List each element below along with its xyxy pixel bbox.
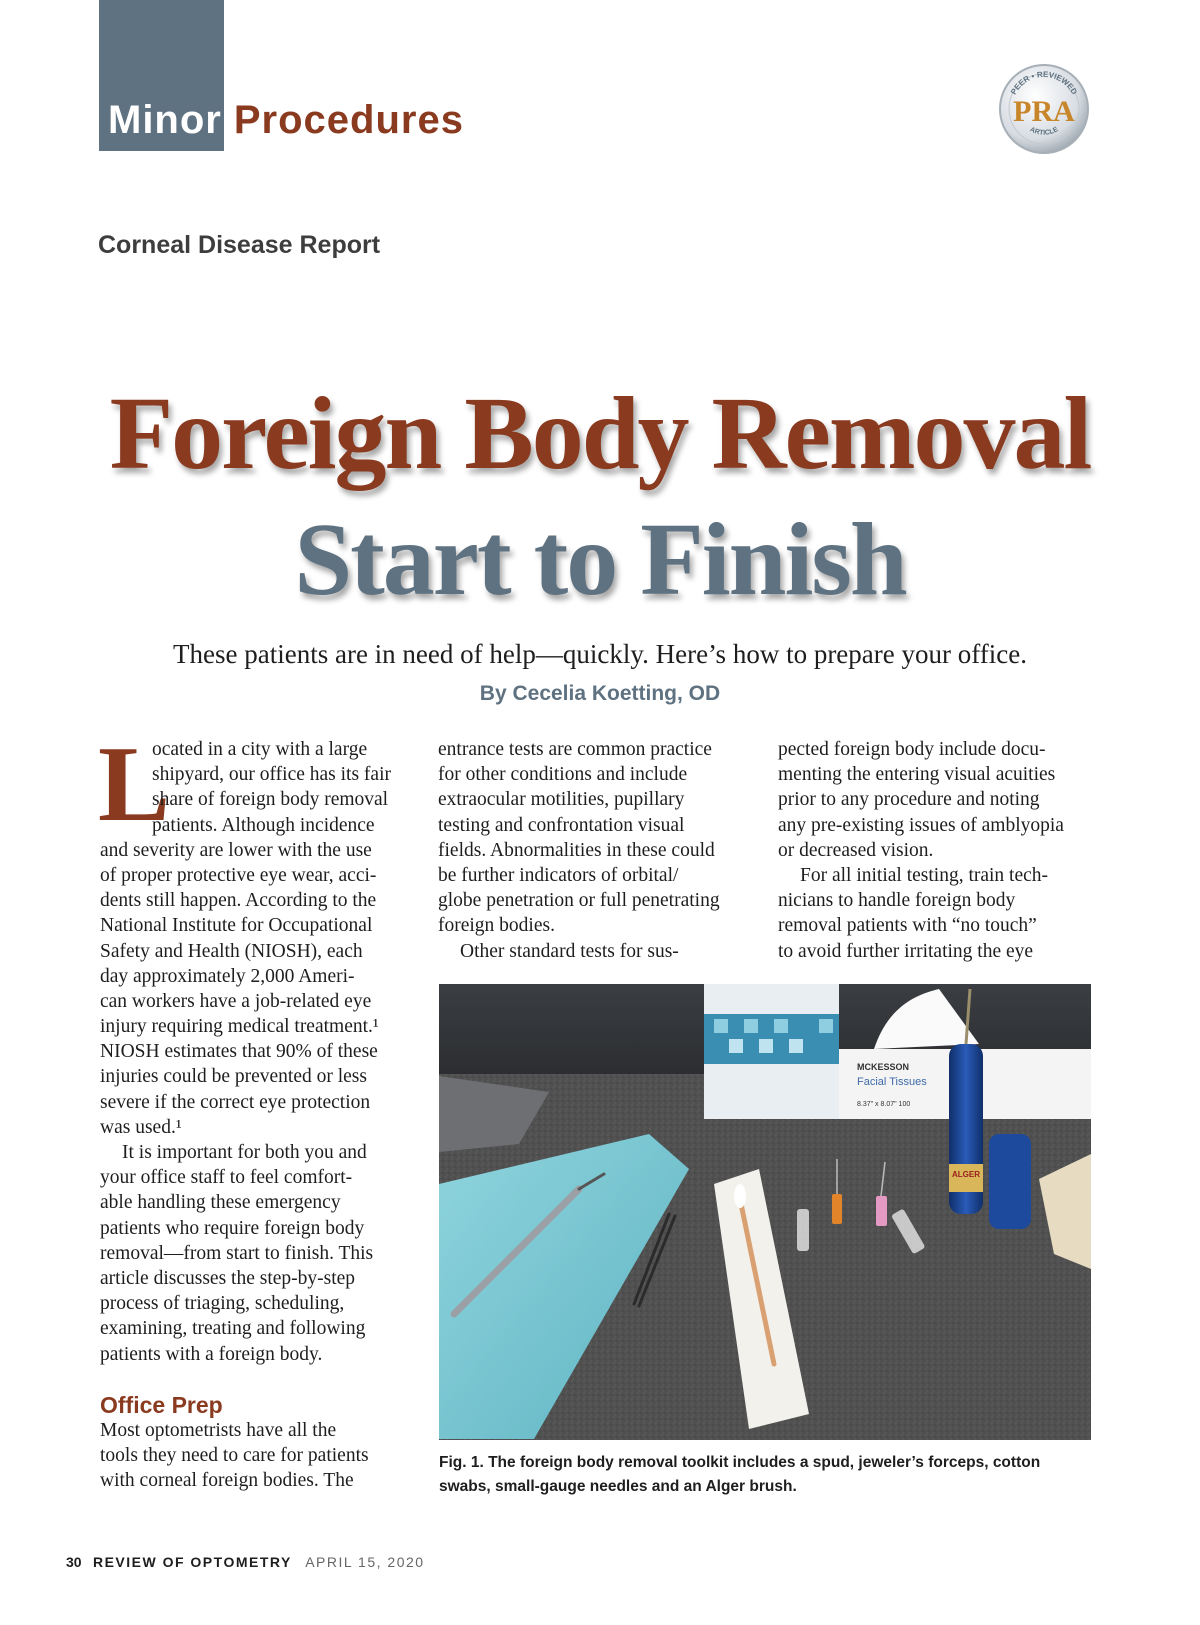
body-line: can workers have a job-related eye <box>100 990 372 1012</box>
seal-monogram: PRA <box>1013 95 1075 128</box>
body-line: shipyard, our office has its fair <box>152 764 391 786</box>
body-line: removal patients with “no touch” <box>778 915 1037 937</box>
page-number: 30 <box>66 1554 82 1570</box>
page-footer <box>66 1554 425 1570</box>
article-byline: By Cecelia Koetting, OD <box>479 682 721 705</box>
article-title-line-2: Start to Finish <box>294 502 906 617</box>
body-line: of proper protective eye wear, acci- <box>100 864 377 886</box>
body-line: pected foreign body include docu- <box>778 739 1046 760</box>
seal-top-text: PEER • REVIEWED <box>1008 69 1079 97</box>
article-column-3 <box>778 737 1098 964</box>
gauze-box-pattern <box>704 1014 839 1064</box>
body-line: day approximately 2,000 Ameri- <box>100 965 355 987</box>
section-label <box>108 98 464 143</box>
body-line: process of triaging, scheduling, <box>100 1293 345 1315</box>
body-line: foreign bodies. <box>438 915 555 937</box>
caption-line: Fig. 1. The foreign body removal toolkit includes a spud, jeweler’s forceps, cotton <box>439 1454 1041 1471</box>
body-line: dents still happen. According to the <box>100 890 377 912</box>
body-line: with corneal foreign bodies. The <box>100 1470 354 1492</box>
body-line: prior to any procedure and noting <box>778 789 1040 811</box>
body-line: nicians to handle foreign body <box>778 890 1016 912</box>
article-title-line-1: Foreign Body Removal <box>109 376 1091 491</box>
body-line: For all initial testing, train tech- <box>800 864 1049 886</box>
section-word-minor: Minor <box>108 98 222 142</box>
body-line: ocated in a city with a large <box>152 739 368 760</box>
body-line: be further indicators of orbital/ <box>438 864 679 886</box>
body-line: examining, treating and following <box>100 1318 366 1340</box>
body-line: severe if the correct eye protection <box>100 1091 371 1113</box>
tissue-box-size: 8.37" x 8.07" 100 <box>857 1101 911 1108</box>
body-line: any pre-existing issues of amblyopia <box>778 814 1064 836</box>
department-title: Corneal Disease Report <box>98 231 381 259</box>
body-line: It is important for both you and <box>122 1142 367 1163</box>
body-line: testing and confrontation visual <box>438 814 685 836</box>
article-subtitle: These patients are in need of help—quickly. Here’s how to prepare your office. <box>173 639 1027 669</box>
alger-brush-label: ALGER <box>952 1170 980 1179</box>
needle-cap <box>797 1209 809 1251</box>
body-line: globe penetration or full penetrating <box>438 890 720 912</box>
publication-name: REVIEW OF OPTOMETRY <box>92 1554 292 1570</box>
body-line: extraocular motilities, pupillary <box>438 789 685 811</box>
body-line: patients who require foreign body <box>100 1217 365 1239</box>
peer-reviewed-seal <box>998 63 1090 155</box>
body-line: fields. Abnormalities in these could <box>438 839 715 861</box>
body-line: Other standard tests for sus- <box>460 940 679 962</box>
section-word-procedures: Procedures <box>233 98 464 142</box>
seal-bottom-text: ARTICLE <box>1028 126 1060 137</box>
tissue-box-brand: MCKESSON <box>857 1062 910 1072</box>
body-line: to avoid further irritating the eye <box>778 940 1034 962</box>
body-line: share of foreign body removal <box>152 789 389 811</box>
orange-needle <box>832 1194 842 1224</box>
body-line: Safety and Health (NIOSH), each <box>100 940 363 962</box>
body-line: tools they need to care for patients <box>100 1445 369 1467</box>
body-line: able handling these emergency <box>100 1192 341 1214</box>
body-line: and severity are lower with the use <box>100 839 372 861</box>
subhead-office-prep: Office Prep <box>100 1392 223 1418</box>
body-line: removal—from start to finish. This <box>100 1242 374 1264</box>
body-line: was used.¹ <box>100 1116 182 1138</box>
figure-caption <box>439 1451 1099 1499</box>
pink-needle <box>876 1196 887 1226</box>
body-line: or decreased vision. <box>778 839 934 861</box>
drop-cap: L <box>98 725 171 844</box>
body-line: entrance tests are common practice <box>438 739 712 760</box>
body-line: injury requiring medical treatment.¹ <box>100 1016 379 1038</box>
tissue-box-product: Facial Tissues <box>857 1076 927 1088</box>
body-line: Most optometrists have all the <box>100 1420 337 1441</box>
body-line: your office staff to feel comfort- <box>100 1167 353 1189</box>
alger-brush-cap <box>989 1134 1031 1229</box>
article-column-1 <box>98 725 420 1367</box>
body-line: National Institute for Occupational <box>100 915 373 937</box>
body-line: NIOSH estimates that 90% of these <box>100 1041 378 1063</box>
body-line: article discusses the step-by-step <box>100 1267 356 1289</box>
body-line: injuries could be prevented or less <box>100 1066 367 1088</box>
figure-toolkit-photo <box>439 984 1091 1440</box>
issue-date: APRIL 15, 2020 <box>305 1554 425 1570</box>
body-line: for other conditions and include <box>438 764 688 786</box>
caption-line: swabs, small-gauge needles and an Alger brush. <box>439 1478 797 1495</box>
body-line: menting the entering visual acuities <box>778 764 1056 786</box>
body-line: patients with a foreign body. <box>100 1343 323 1365</box>
article-column-2 <box>438 737 758 964</box>
article-column-1-continued <box>100 1418 420 1494</box>
body-line: patients. Although incidence <box>152 814 375 836</box>
